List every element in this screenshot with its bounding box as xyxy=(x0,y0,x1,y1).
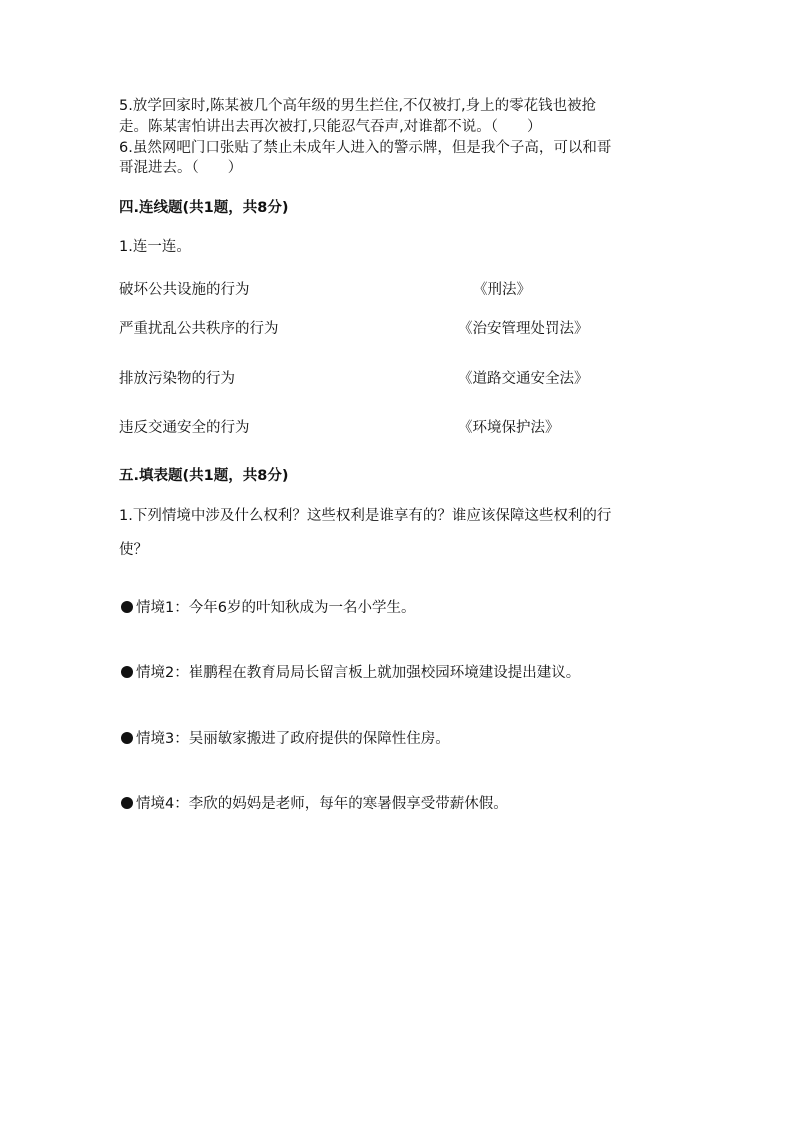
bullet-icon xyxy=(121,666,133,678)
bullet-icon xyxy=(121,732,133,744)
match-right-item: 《治安管理处罚法》 xyxy=(458,321,589,337)
situation-text: 情境1：今年6岁的叶知秋成为一名小学生。 xyxy=(136,600,416,616)
match-left-item: 破坏公共设施的行为 xyxy=(119,282,250,298)
situation-item xyxy=(121,792,508,813)
section5-question-line1: 1.下列情境中涉及什么权利？这些权利是谁享有的？谁应该保障这些权利的行 xyxy=(119,508,612,524)
situation-item xyxy=(121,596,415,617)
match-right-item: 《道路交通安全法》 xyxy=(458,371,589,387)
q5-text-line2: 走。陈某害怕讲出去再次被打,只能忍气吞声,对谁都不说。（ ） xyxy=(119,119,542,135)
section4-heading: 四.连线题(共1题，共8分) xyxy=(119,200,289,216)
q6-text-line1: 6.虽然网吧门口张贴了禁止未成年人进入的警示牌，但是我个子高，可以和哥 xyxy=(119,140,612,156)
q5-text-line1: 5.放学回家时,陈某被几个高年级的男生拦住,不仅被打,身上的零花钱也被抢 xyxy=(119,98,597,114)
match-left-item: 违反交通安全的行为 xyxy=(119,420,250,436)
bullet-icon xyxy=(121,797,133,809)
section4-question: 1.连一连。 xyxy=(119,239,191,255)
situation-item xyxy=(121,661,580,682)
situation-text: 情境2：崔鹏程在教育局局长留言板上就加强校园环境建设提出建议。 xyxy=(136,665,581,681)
match-right-item: 《环境保护法》 xyxy=(458,420,560,436)
match-right-item: 《刑法》 xyxy=(473,282,531,298)
match-left-item: 严重扰乱公共秩序的行为 xyxy=(119,321,279,337)
q6-text-line2: 哥混进去。（ ） xyxy=(119,160,243,176)
situation-item xyxy=(121,727,450,748)
section5-question-line2: 使？ xyxy=(119,542,148,558)
match-left-item: 排放污染物的行为 xyxy=(119,371,235,387)
situation-text: 情境3：吴丽敏家搬进了政府提供的保障性住房。 xyxy=(136,731,450,747)
section5-heading: 五.填表题(共1题，共8分) xyxy=(119,468,289,484)
bullet-icon xyxy=(121,601,133,613)
situation-text: 情境4：李欣的妈妈是老师，每年的寒暑假享受带薪休假。 xyxy=(136,796,508,812)
